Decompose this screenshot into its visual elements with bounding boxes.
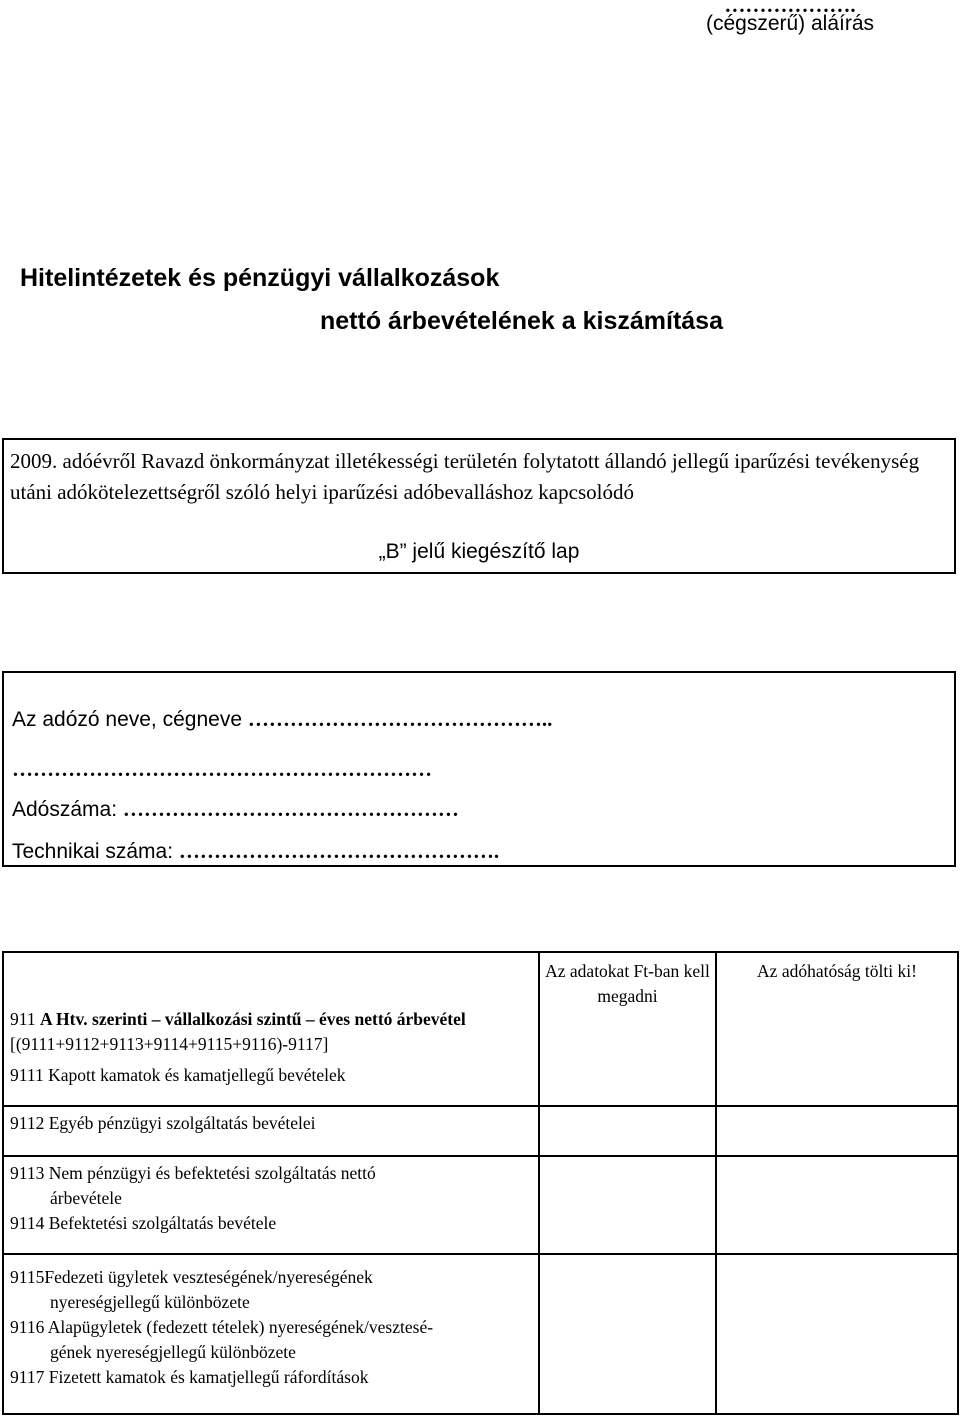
- page-title-line1: Hitelintézetek és pénzügyi vállalkozások: [20, 264, 500, 292]
- tax-number-dots: …………………………………………: [122, 797, 459, 821]
- amount-column-header-text: Az adatokat Ft-ban kell megadni: [545, 961, 710, 1006]
- tax-number-row[interactable]: [12, 797, 459, 822]
- row-9115-label-b: nyereségjellegű különbözete: [50, 1292, 250, 1312]
- page-title-line2: nettó árbevételének a kiszámítása: [320, 307, 723, 335]
- row-9111-label: 9111 Kapott kamatok és kamatjellegű bevételek: [10, 1065, 346, 1085]
- taxpayer-name-dots: ……………………………………..: [247, 707, 553, 731]
- revenue-table: [2, 951, 959, 1415]
- taxpayer-name-cont-row[interactable]: [12, 757, 432, 782]
- row-9112-label-cell: [3, 1106, 539, 1156]
- taxpayer-name-cont-dots: ……………………………………………………: [12, 757, 432, 781]
- row-9112-authority-cell: [716, 1106, 958, 1156]
- taxpayer-name-label: Az adózó neve, cégneve: [12, 708, 242, 731]
- intro-text: 2009. adóévről Ravazd önkormányzat illetékességi területén folytatott állandó jellegű iparűzési tevékenység utáni adókötelezettségről szóló helyi iparűzési adóbevalláshoz kapcsolódó: [10, 449, 920, 504]
- row-9112-label: 9112 Egyéb pénzügyi szolgáltatás bevételei: [10, 1113, 316, 1133]
- row-9115-authority-cell: [716, 1254, 958, 1414]
- row-9113-label-b: árbevétele: [50, 1188, 122, 1208]
- row-9114-label: 9114 Befektetési szolgáltatás bevétele: [10, 1213, 277, 1233]
- signature-dots: ……………….: [724, 0, 856, 17]
- row-9117-label: 9117 Fizetett kamatok és kamatjellegű ráfordítások: [10, 1367, 369, 1387]
- row-9115-label-a: 9115Fedezeti ügyletek veszteségének/nyereségének: [10, 1267, 373, 1287]
- row-9113-amount-cell[interactable]: [539, 1156, 716, 1254]
- tech-number-row[interactable]: [12, 839, 499, 864]
- row-9113-9114-label-cell: [3, 1156, 539, 1254]
- table-row: [3, 1156, 958, 1254]
- row-9116-label-a: 9116 Alapügyletek (fedezett tételek) nyereségének/vesztesé-: [10, 1317, 434, 1337]
- row-9116-label-b: gének nyereségjellegű különbözete: [50, 1342, 296, 1362]
- row-9112-amount-cell[interactable]: [539, 1106, 716, 1156]
- row-9113-label-a: 9113 Nem pénzügyi és befektetési szolgáltatás nettó: [10, 1163, 376, 1183]
- table-row: [3, 1254, 958, 1414]
- row-911-label-cell: [3, 952, 539, 1106]
- row-911-title: A Htv. szerinti – vállalkozási szintű – éves nettó árbevétel: [39, 1009, 466, 1029]
- row-911-code: 911: [10, 1009, 36, 1029]
- row-9113-authority-cell: [716, 1156, 958, 1254]
- signature-label: (cégszerű) aláírás: [705, 12, 875, 35]
- row-9115-amount-cell[interactable]: [539, 1254, 716, 1414]
- row-911-formula: [(9111+9112+9113+9114+9115+9116)-9117]: [10, 1034, 329, 1054]
- row-9115-9117-label-cell: [3, 1254, 539, 1414]
- authority-column-header: [716, 952, 958, 1106]
- amount-column-header[interactable]: [539, 952, 716, 1106]
- authority-column-header-text: Az adóhatóság tölti ki!: [757, 961, 917, 981]
- table-row: [3, 1106, 958, 1156]
- taxpayer-name-row[interactable]: [12, 707, 552, 732]
- tax-number-label: Adószáma:: [12, 798, 118, 821]
- intro-subtitle: „B” jelű kiegészítő lap: [378, 540, 580, 563]
- tech-number-dots: ……………………………………….: [178, 839, 500, 863]
- tech-number-label: Technikai száma:: [12, 840, 174, 863]
- table-row: [3, 952, 958, 1106]
- taxpayer-box: [2, 671, 956, 867]
- intro-box: [2, 438, 956, 574]
